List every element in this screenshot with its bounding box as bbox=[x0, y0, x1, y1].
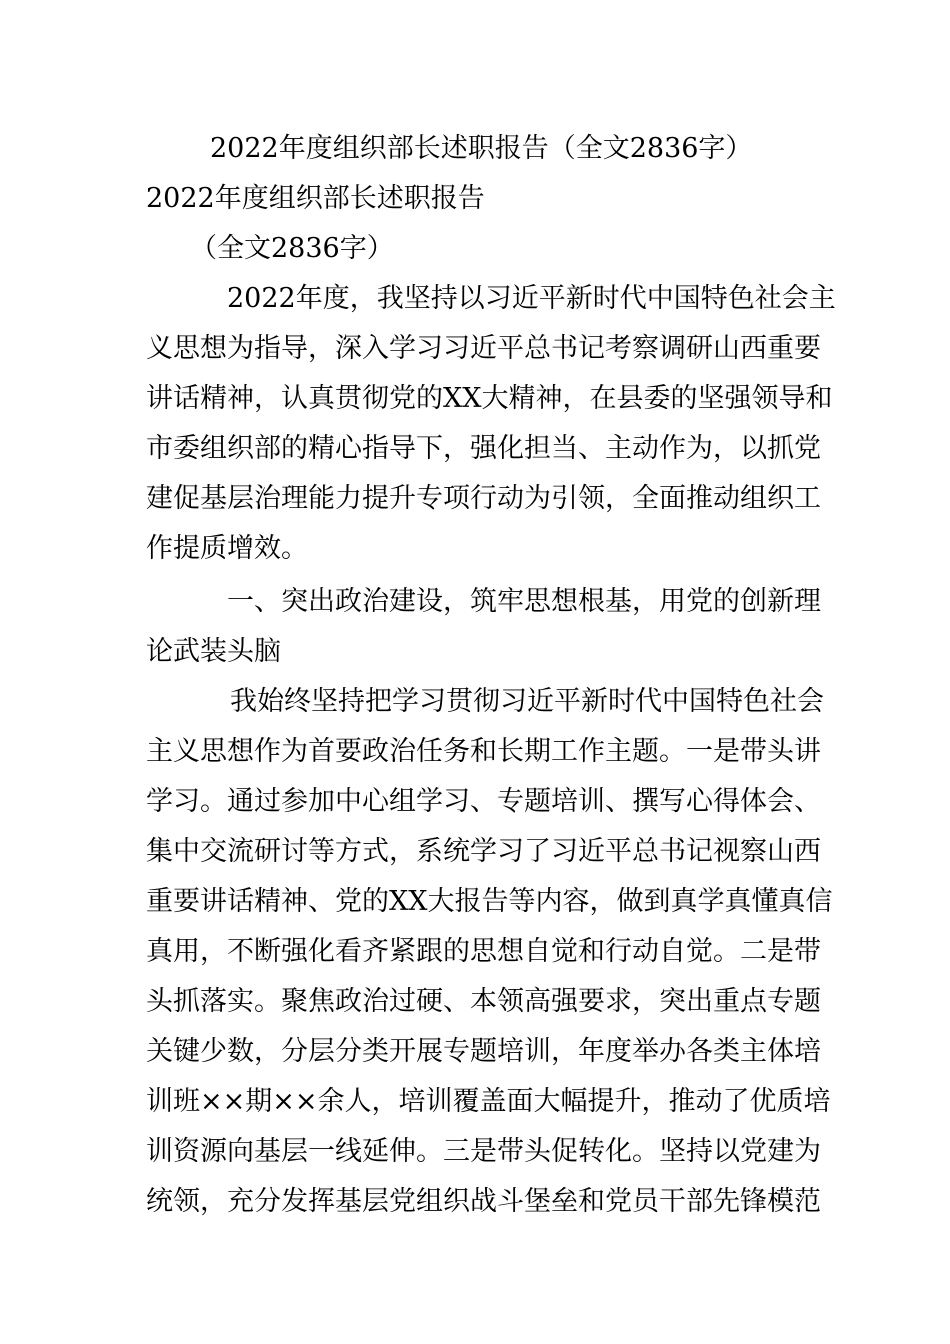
body-line: 统领，充分发挥基层党组织战斗堡垒和党员干部先锋模范 bbox=[146, 1186, 821, 1217]
intro-line: 2022年度，我坚持以习近平新时代中国特色社会主 bbox=[227, 283, 836, 314]
body-line: 训资源向基层一线延伸。三是带头促转化。坚持以党建为 bbox=[146, 1136, 821, 1167]
body-line: 关键少数，分层分类开展专题培训，年度举办各类主体培 bbox=[146, 1036, 821, 1067]
body-line: 训班××期××余人，培训覆盖面大幅提升，推动了优质培 bbox=[146, 1086, 831, 1117]
document-subtitle: （全文2836字） bbox=[190, 233, 394, 264]
body-line: 集中交流研讨等方式，系统学习了习近平总书记视察山西 bbox=[146, 836, 821, 867]
body-line: 学习。通过参加中心组学习、专题培训、撰写心得体会、 bbox=[146, 786, 821, 817]
document-heading: 2022年度组织部长述职报告（全文2836字） bbox=[210, 133, 753, 164]
document-title: 2022年度组织部长述职报告 bbox=[146, 183, 485, 214]
body-line: 主义思想作为首要政治任务和长期工作主题。一是带头讲 bbox=[146, 736, 821, 767]
section-heading-line: 一、突出政治建设，筑牢思想根基，用党的创新理 bbox=[227, 586, 821, 617]
body-line: 我始终坚持把学习贯彻习近平新时代中国特色社会 bbox=[230, 686, 824, 717]
section-heading-line: 论武装头脑 bbox=[146, 636, 281, 667]
intro-line: 讲话精神，认真贯彻党的XX大精神，在县委的坚强领导和 bbox=[146, 383, 833, 414]
body-line: 头抓落实。聚焦政治过硬、本领高强要求，突出重点专题 bbox=[146, 986, 821, 1017]
body-line: 重要讲话精神、党的XX大报告等内容，做到真学真懂真信 bbox=[146, 886, 833, 917]
intro-line: 义思想为指导，深入学习习近平总书记考察调研山西重要 bbox=[146, 333, 821, 364]
intro-line: 市委组织部的精心指导下，强化担当、主动作为，以抓党 bbox=[146, 433, 821, 464]
intro-line: 建促基层治理能力提升专项行动为引领，全面推动组织工 bbox=[146, 483, 821, 514]
intro-line: 作提质增效。 bbox=[146, 533, 308, 564]
body-line: 真用，不断强化看齐紧跟的思想自觉和行动自觉。二是带 bbox=[146, 936, 821, 967]
